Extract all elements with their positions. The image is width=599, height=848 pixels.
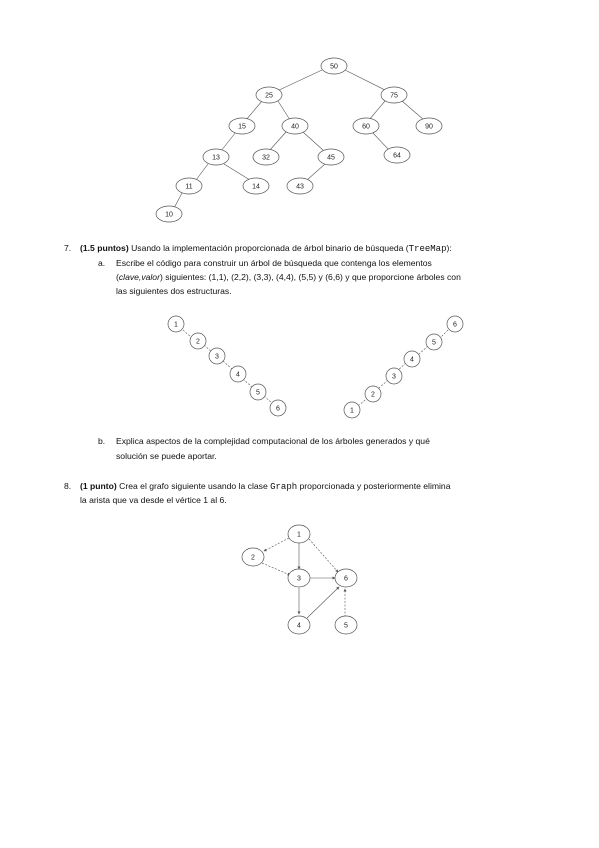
bst-figure [0,0,599,240]
q8-number: 8. [64,481,72,491]
left-chain-node-2 [190,333,206,349]
bst-node-15 [229,118,255,134]
q8-text-after: proporcionada y posteriormente elimina [297,481,451,491]
q8-code: Graph [270,482,298,492]
graph-node-4 [288,616,310,634]
q7b-line2: solución se puede aportar. [116,451,217,461]
graph-figure [0,515,599,645]
q7a-line2-open: ( [116,272,119,282]
left-chain-node-3 [209,348,225,364]
svg-text:6: 6 [276,405,280,413]
graph-node-2 [242,548,264,566]
q7-text-before: Usando la implementación proporcionada de árbol binario de búsqueda ( [128,243,409,253]
svg-text:6: 6 [453,321,457,329]
svg-text:3: 3 [392,373,396,381]
bst-node-43 [287,178,313,194]
svg-text:1: 1 [297,531,301,539]
svg-text:40: 40 [291,123,299,131]
q8-statement [80,480,450,494]
svg-text:5: 5 [256,389,260,397]
svg-text:5: 5 [432,339,436,347]
svg-text:75: 75 [390,92,398,100]
svg-text:4: 4 [410,356,414,364]
q7a-line2-italic: clave,valor [118,272,160,282]
q7a-line3: las siguientes dos estructuras. [116,286,232,296]
bst-node-90 [416,118,442,134]
svg-text:15: 15 [238,123,246,131]
svg-text:2: 2 [371,391,375,399]
q7-statement [80,242,452,256]
svg-text:50: 50 [330,63,338,71]
bst-node-64 [384,147,410,163]
svg-text:3: 3 [215,353,219,361]
left-chain-node-4 [230,366,246,382]
svg-text:45: 45 [327,154,335,162]
right-chain-node-2 [365,386,381,402]
bst-node-75 [381,87,407,103]
svg-text:3: 3 [297,575,301,583]
svg-text:4: 4 [297,622,301,630]
q8-text-before: Crea el grafo siguiente usando la clase [116,481,271,491]
right-chain-node-4 [404,351,420,367]
q7b-line1: Explica aspectos de la complejidad computacional de los árboles generados y qué [116,436,430,446]
q7a-letter: a. [98,258,106,268]
svg-text:64: 64 [393,152,401,160]
q7-number: 7. [64,243,72,253]
q7a-line2 [116,271,461,284]
right-chain-node-5 [426,334,442,350]
bst-node-14 [243,178,269,194]
graph-node-3 [288,569,310,587]
svg-text:4: 4 [236,371,240,379]
right-chain-node-1 [344,402,360,418]
svg-text:13: 13 [212,154,220,162]
bst-node-45 [318,149,344,165]
bst-node-11 [176,178,202,194]
svg-text:2: 2 [251,554,255,562]
right-chain-node-3 [386,368,402,384]
svg-text:6: 6 [344,575,348,583]
svg-text:90: 90 [425,123,433,131]
svg-text:43: 43 [296,183,304,191]
svg-text:14: 14 [252,183,260,191]
q7a-line1: Escribe el código para construir un árbol de búsqueda que contenga los elementos [116,258,432,268]
graph-node-6 [335,569,357,587]
q8-points: (1 punto) [80,481,117,491]
svg-text:1: 1 [350,407,354,415]
bst-node-50 [321,58,347,74]
q8-line2: la arista que va desde el vértice 1 al 6. [80,495,227,505]
svg-text:5: 5 [344,622,348,630]
q7b-letter: b. [98,436,106,446]
svg-text:2: 2 [196,338,200,346]
svg-text:1: 1 [174,321,178,329]
svg-text:60: 60 [362,123,370,131]
graph-node-1 [288,525,310,543]
left-chain-node-1 [168,316,184,332]
q7a-line2-rest: ) siguientes: (1,1), (2,2), (3,3), (4,4), (5,5) y (6,6) y que proporcione árboles con [159,272,461,282]
bst-node-10 [156,206,182,222]
left-chain-node-6 [270,400,286,416]
bst-node-40 [282,118,308,134]
svg-text:25: 25 [265,92,273,100]
svg-text:32: 32 [262,154,270,162]
chain-trees-figure [0,310,599,420]
bst-node-32 [253,149,279,165]
right-chain-node-6 [447,316,463,332]
svg-text:10: 10 [165,211,173,219]
q7-text-after: ): [446,243,452,253]
bst-node-13 [203,149,229,165]
q7-points: (1.5 puntos) [80,243,129,253]
bst-node-25 [256,87,282,103]
bst-node-60 [353,118,379,134]
svg-text:11: 11 [185,183,193,191]
left-chain-node-5 [250,384,266,400]
graph-node-5 [335,616,357,634]
q7-code: TreeMap [408,244,447,254]
